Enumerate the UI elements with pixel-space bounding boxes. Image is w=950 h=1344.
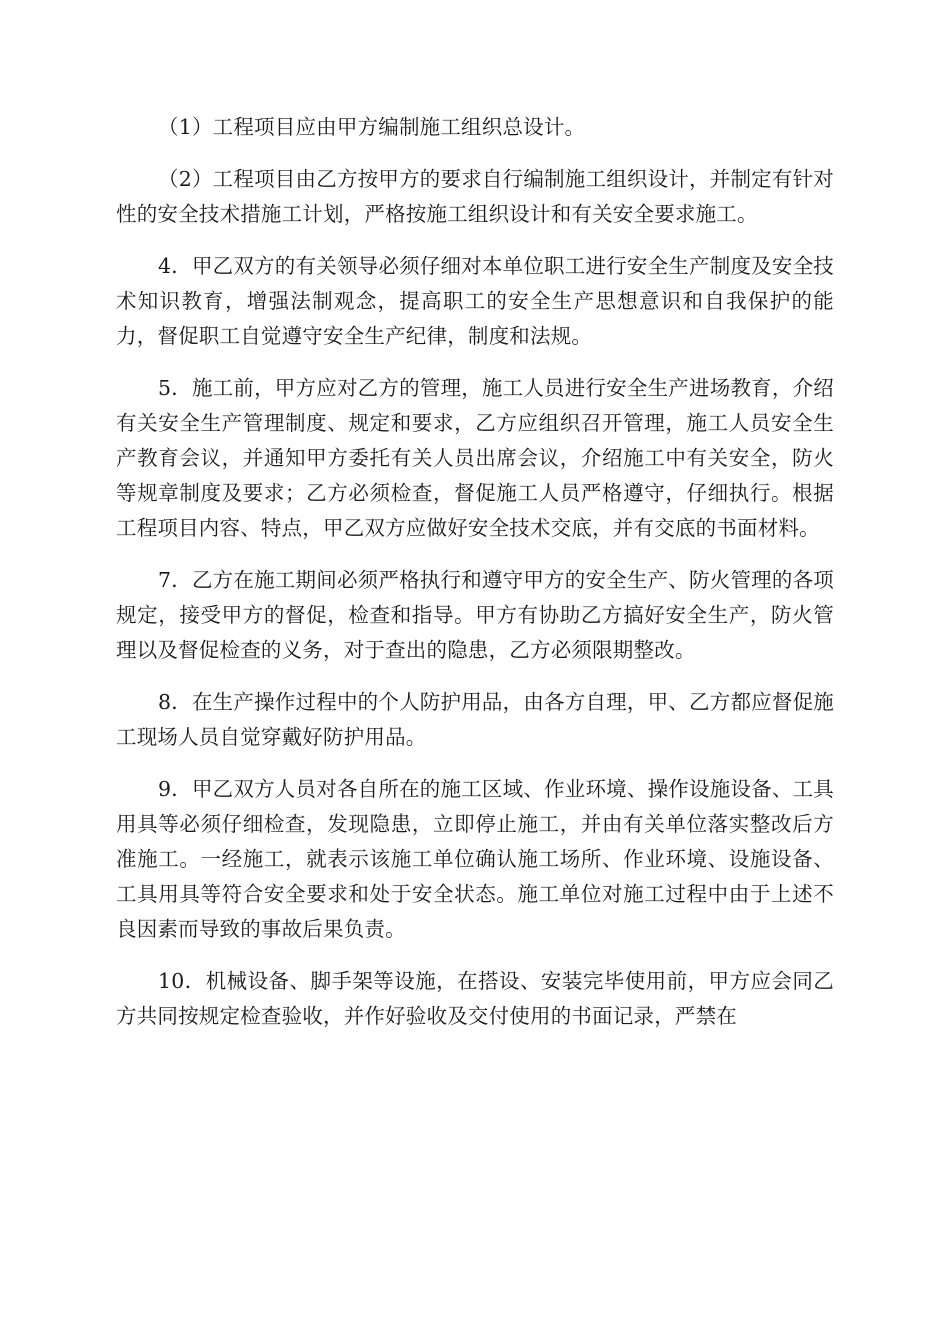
paragraph-clause-4: 4．甲乙双方的有关领导必须仔细对本单位职工进行安全生产制度及安全技术知识教育，增强法制观念，提高职工的安全生产思想意识和自我保护的能力，督促职工自觉遵守安全生产纪律，制度和法规。 (116, 254, 834, 348)
paragraph-item-2: （2）工程项目由乙方按甲方的要求自行编制施工组织设计，并制定有针对性的安全技术措施工计划，严格按施工组织设计和有关安全要求施工。 (116, 167, 834, 226)
paragraph-clause-8: 8．在生产操作过程中的个人防护用品，由各方自理，甲、乙方都应督促施工现场人员自觉穿戴好防护用品。 (116, 690, 834, 749)
paragraph-clause-10: 10．机械设备、脚手架等设施，在搭设、安装完毕使用前，甲方应会同乙方共同按规定检查验收，并作好验收及交付使用的书面记录，严禁在 (116, 969, 834, 1028)
paragraph-item-1: （1）工程项目应由甲方编制施工组织总设计。 (158, 115, 586, 139)
document-body (116, 110, 834, 1051)
paragraph-clause-9: 9．甲乙双方人员对各自所在的施工区域、作业环境、操作设施设备、工具用具等必须仔细检查，发现隐患，立即停止施工，并由有关单位落实整改后方准施工。一经施工，就表示该施工单位确认施工场所、作业环境、设施设备、工具用具等符合安全要求和处于安全状态。施工单位对施工过程中由于上述不良因素而导致的事故后果负责。 (116, 777, 834, 941)
paragraph-clause-5: 5．施工前，甲方应对乙方的管理，施工人员进行安全生产进场教育，介绍有关安全生产管理制度、规定和要求，乙方应组织召开管理，施工人员安全生产教育会议，并通知甲方委托有关人员出席会议，介绍施工中有关安全，防火等规章制度及要求；乙方必须检查，督促施工人员严格遵守，仔细执行。根据工程项目内容、特点，甲乙双方应做好安全技术交底，并有交底的书面材料。 (116, 376, 834, 540)
paragraph-clause-7: 7．乙方在施工期间必须严格执行和遵守甲方的安全生产、防火管理的各项规定，接受甲方的督促，检查和指导。甲方有协助乙方搞好安全生产，防火管理以及督促检查的义务，对于查出的隐患，乙方必须限期整改。 (116, 568, 834, 662)
